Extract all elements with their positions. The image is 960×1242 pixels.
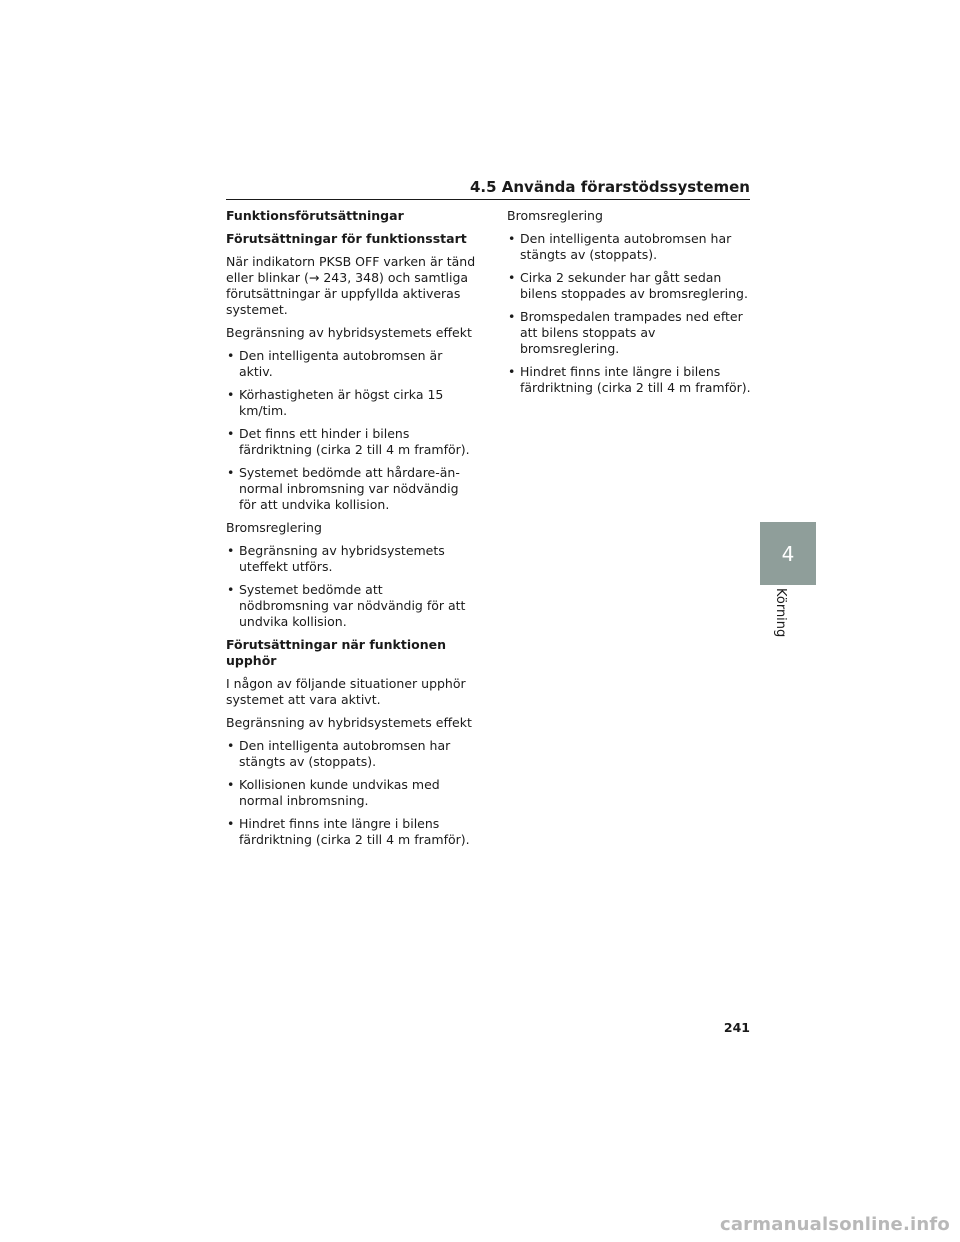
- right-column: [507, 208, 757, 403]
- watermark: carmanualsonline.info: [719, 1214, 950, 1235]
- list-item: • Den intelligenta autobromsen är aktiv.: [226, 348, 476, 380]
- chapter-number: 4: [781, 541, 795, 566]
- chapter-tab: [760, 522, 816, 585]
- list-item: • Den intelligenta autobromsen har stängts av (stoppats).: [507, 231, 757, 263]
- stop-limit-label: Begränsning av hybridsystemets effekt: [226, 715, 472, 730]
- list-item: • Systemet bedömde att hårdare-än-normal inbromsning var nödvändig för att undvika kollision.: [226, 465, 476, 513]
- limit-list: [226, 348, 476, 513]
- header-divider: [226, 199, 750, 200]
- right-brake-label: Bromsreglering: [507, 208, 603, 223]
- list-item: • Körhastigheten är högst cirka 15 km/tim.: [226, 387, 476, 419]
- stop-intro-paragraph: I någon av följande situationer upphör systemet att vara aktivt.: [226, 676, 466, 707]
- brake-list: [226, 543, 476, 630]
- list-item: • Hindret finns inte längre i bilens färdriktning (cirka 2 till 4 m framför).: [507, 364, 757, 396]
- section-header: 4.5 Använda förarstödssystemen: [469, 178, 750, 196]
- list-item: • Begränsning av hybridsystemets uteffekt utförs.: [226, 543, 476, 575]
- list-item: • Hindret finns inte längre i bilens färdriktning (cirka 2 till 4 m framför).: [226, 816, 476, 848]
- stop-limit-list: [226, 738, 476, 848]
- list-item: • Det finns ett hinder i bilens färdriktning (cirka 2 till 4 m framför).: [226, 426, 476, 458]
- list-item: • Cirka 2 sekunder har gått sedan bilens stoppades av bromsreglering.: [507, 270, 757, 302]
- right-brake-list: [507, 231, 757, 396]
- intro-paragraph: När indikatorn PKSB OFF varken är tänd eller blinkar (→ 243, 348) och samtliga förutsättningar är uppfyllda aktiveras systemet.: [226, 254, 476, 317]
- heading-stop-conditions: Förutsättningar när funktionen upphör: [226, 637, 446, 668]
- heading-functional-conditions: Funktionsförutsättningar: [226, 208, 404, 223]
- page-number: 241: [723, 1020, 750, 1035]
- limit-label: Begränsning av hybridsystemets effekt: [226, 325, 472, 340]
- list-item: • Bromspedalen trampades ned efter att bilens stoppats av bromsreglering.: [507, 309, 757, 357]
- list-item: • Systemet bedömde att nödbromsning var nödvändig för att undvika kollision.: [226, 582, 476, 630]
- chapter-label: Körning: [773, 588, 788, 638]
- list-item: • Kollisionen kunde undvikas med normal inbromsning.: [226, 777, 476, 809]
- heading-start-conditions: Förutsättningar för funktionsstart: [226, 231, 467, 246]
- left-column: [226, 208, 476, 855]
- brake-label: Bromsreglering: [226, 520, 322, 535]
- list-item: • Den intelligenta autobromsen har stängts av (stoppats).: [226, 738, 476, 770]
